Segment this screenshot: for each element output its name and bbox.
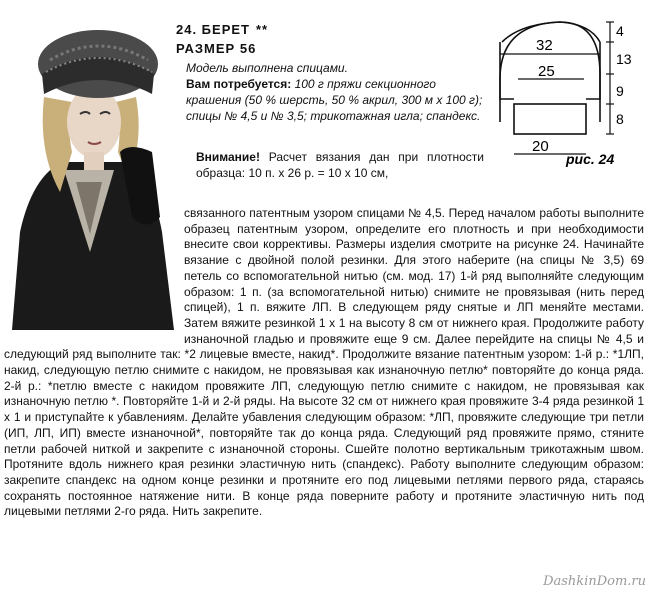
width-20: 20 <box>532 138 549 155</box>
materials-label: Вам потребуется: <box>186 77 292 91</box>
pattern-title: 24. БЕРЕТ ** <box>176 22 269 37</box>
instructions-body: связанного патентным узором спицами № 4,5. Перед началом работы выполните образец патентным узором, определите его плотность и при необходимости внесите свои коррективы. Размеры изделия смотрите на рисунке 24. Начинайте вязание с двойной полой резинки. Для этого наберите (на спицы № 3,5) 69 петель со вспомогательной нитью (см. мод. 17) 1-й ряд выполняйте следующим образом: 1 п. (за вспомогательной нитью) снимите не провязывая (нить перед спицей), 1 п. вяжите ЛП. В следующем ряду снятые и ЛП меняйте местами. Затем вяжите резинкой 1 х 1 на высоту 8 см от нижнего края. Продолжите работу изнаночной гладью и провяжите еще 9 см. Далее перейдите на спицы № 4,5 и следующий ряд выполните так: *2 лицевые вместе, накид*. Продолжите вязание патентным узором: 1-й р.: *1ЛП, накид, следующую петлю снимите с накидом, не провязывая как изнаночную петлю* повторяйте до конца ряда. 2-й р.: *петлю вместе с накидом провяжите ЛП, следующую петлю снимите с накидом, не провязывая как изнаночную петлю *. Повторяйте 1-й и 2-й ряды. На высоте 32 см от нижнего края провяжите 3-4 ряда резинкой 1 х 1 и приступайте к убавлениям. Делайте убавления следующим образом: *ЛП, провяжите следующие три петли (ИП, ЛП, ИП) вместе изнаночной*, повторяйте так до конца ряда. Следующий ряд провяжите прямо, стяните петли рабочей ниткой и закрепите с изнаночной стороны. Сшейте полотно вертикальным трикотажным швом. Протяните вдоль нижнего края резинки эластичную нить (спандекс). Работу выполните следующим образом: закрепите спандекс на одном конце резинки и протяните его под лицевыми петлями первого ряда, стараясь сохранять постоянное натяжение нити. В конце ряда поверните работу и протяните эластичную нить под лицевыми петлями 2-го ряда. Нить закрепите. <box>4 206 644 519</box>
materials-paragraph <box>186 76 486 124</box>
title-block <box>176 20 268 58</box>
watermark: DashkinDom.ru <box>543 574 646 589</box>
width-32: 32 <box>536 37 553 54</box>
figure-label: рис. 24 <box>566 151 615 167</box>
difficulty-stars: ** <box>255 22 269 37</box>
intro-block <box>186 60 486 124</box>
photo-wrap-spacer <box>4 206 184 332</box>
materials-text: 100 г пряжи секционного крашения (50 % шерсть, 50 % акрил, 300 м х 100 г); спицы № 4,5 и № 3,5; трикотажная игла; спандекс. <box>186 77 483 123</box>
size-label: РАЗМЕР 56 <box>176 41 257 56</box>
attention-text: Расчет вязания дан при плотности образца: 10 п. x 26 р. = 10 x 10 см, <box>196 150 484 180</box>
width-25: 25 <box>538 63 555 80</box>
model-line: Модель выполнена спицами. <box>186 61 348 75</box>
beret-schematic-diagram <box>488 4 652 174</box>
attention-label: Внимание! <box>196 150 260 164</box>
dim-8: 8 <box>616 111 624 127</box>
dim-13: 13 <box>616 51 632 67</box>
dim-4: 4 <box>616 23 624 39</box>
dim-9: 9 <box>616 83 624 99</box>
instructions-text <box>4 206 644 520</box>
attention-paragraph <box>196 150 484 181</box>
